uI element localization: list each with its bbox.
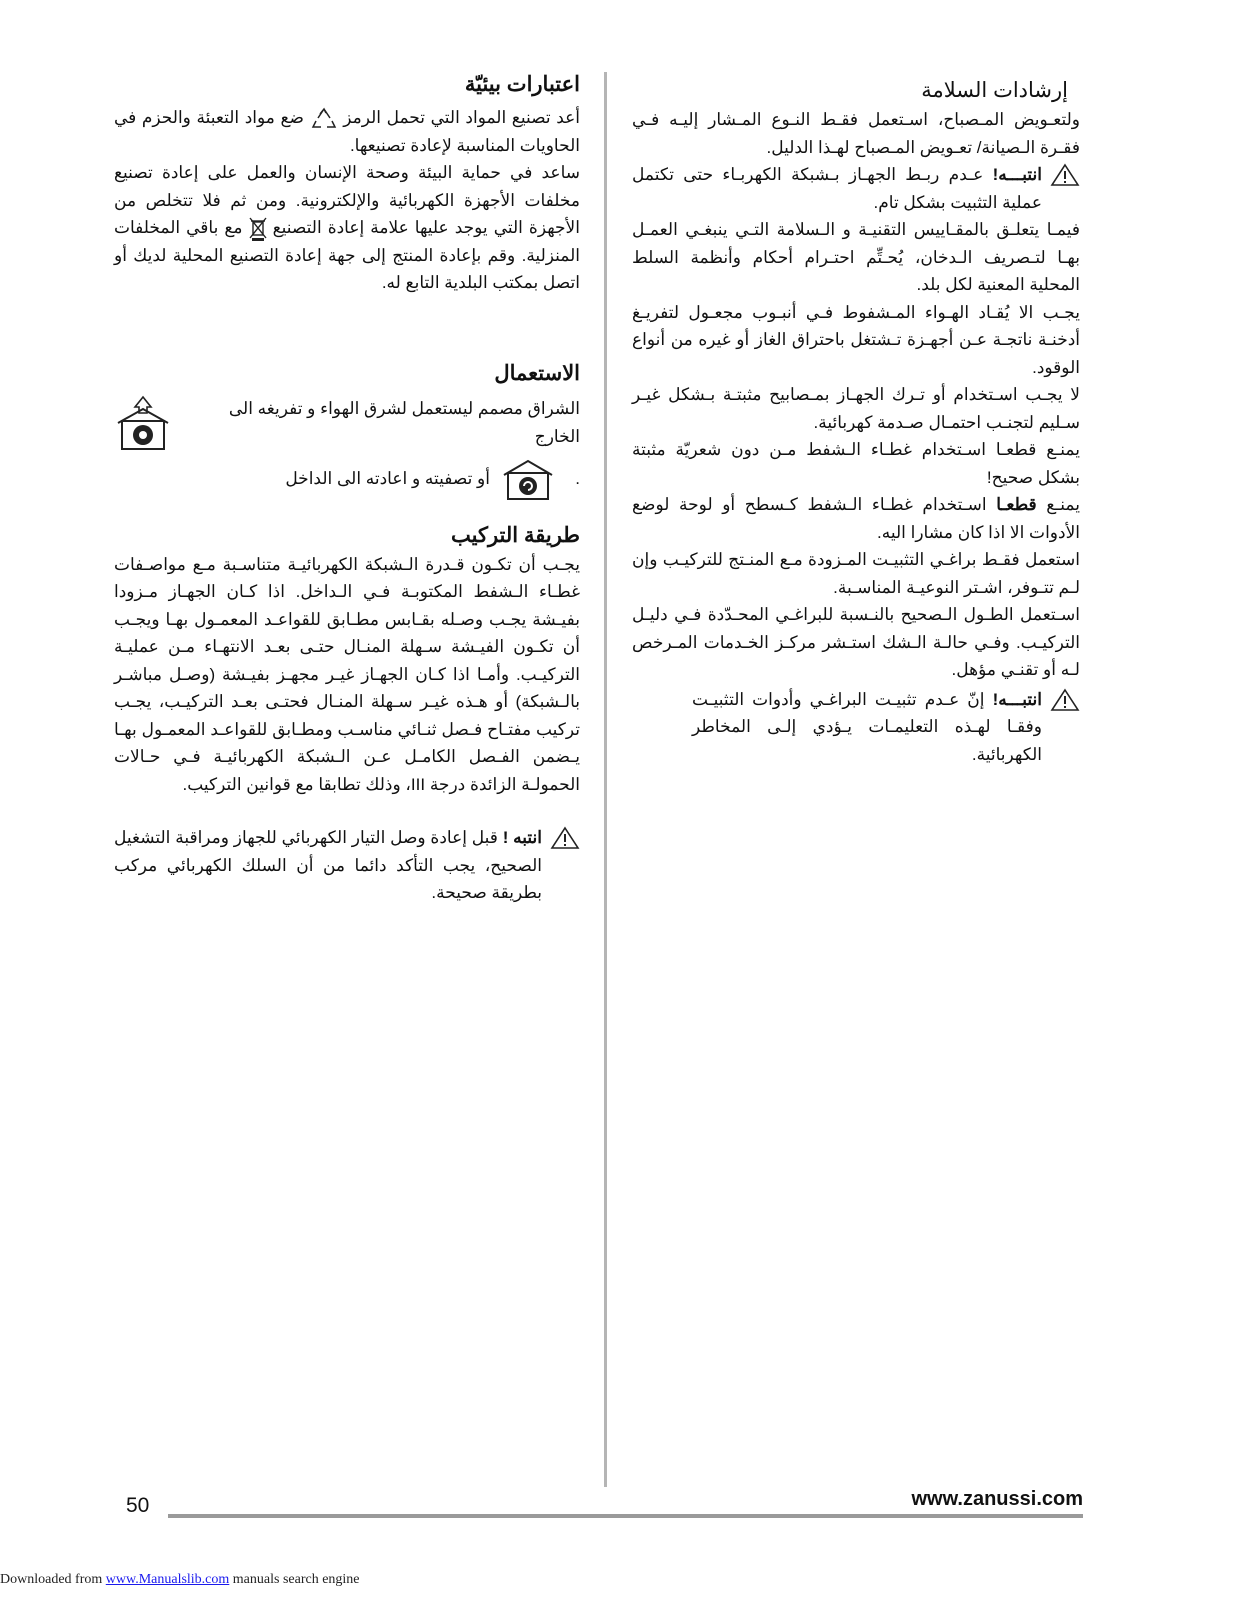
- column-divider: [604, 72, 607, 1487]
- text-bold: قطعـا: [996, 495, 1037, 514]
- weee-bin-icon: [249, 217, 267, 241]
- usage-line-recirculation: أو تصفيته و اعادته الى الداخل: [285, 468, 490, 488]
- installation-warning: [114, 824, 580, 907]
- safety-paragraph: يجـب الا يُقـاد الهـواء المـشفوط فـي أنبـوب مجعـول لتفريـغ أدخنـة ناتجـة عـن أجهـزة تـشتغل باحتراق الغاز أو غيره من أنواع الوقود.: [632, 302, 1080, 377]
- warning-icon: [1050, 688, 1080, 712]
- text-span: يمنـع: [1036, 495, 1080, 514]
- usage-row: [114, 395, 580, 451]
- safety-paragraph: ولتعـويض المـصباح، اسـتعمل فقـط النـوع المـشار إليـه فـي فقـرة الـصيانة/ تعـويض المـصباح لهـذا الدليل.: [632, 110, 1080, 157]
- environment-paragraph: [114, 104, 580, 159]
- recycle-icon: [310, 106, 338, 132]
- download-credit-suffix: manuals search engine: [229, 1572, 360, 1587]
- safety-paragraph: فيمـا يتعلـق بالمقـاييس التقنيـة و الـسلامة التـي ينبغـي العمـل بهـا لتـصريف الـدخان، يُحـتِّم احتـرام أحكام وأنظمة السلط المحلية المعنية لكل بلد.: [632, 220, 1080, 294]
- safety-warning: [632, 686, 1080, 769]
- safety-heading: إرشادات السلامة: [921, 79, 1068, 102]
- installation-paragraph: يجـب أن تكـون قـدرة الـشبكة الكهربائيـة متناسـبة مـع مواصـفات غطـاء الـشفط المكتوبـة فـي الـداخل. اذا كـان الجهـاز مـزودا بفيـشة يجـب وصـله بقـابس مطـابق للقواعـد المعمـول بهـا ويجـب أن تكـون الفيـشة سـهلة المنـال حتـى بعـد الانتهـاء مـن عمليـة التركيـب. وأمـا اذا كـان الجهـاز غيـر مجهـز بفيـشة (وصـل مباشـر بالـشبكة) أو هـذه غيـر سـهلة المنـال فحتـى بعـد التركيـب، يجـب تركيب مفتـاح فـصل ثنـائي مناسـب ومطـابق للقواعـد المعمـول بهـا يـضمن الفـصل الكامـل عـن الـشبكة الكهربائيـة فـي حـالات الحمولـة الزائدة درجة III، وذلك تطابقا مع قوانين التركيب.: [114, 554, 580, 794]
- usage-row: [114, 457, 580, 501]
- text-span: أعد تصنيع المواد التي تحمل الرمز: [343, 108, 580, 127]
- warning-text: [114, 824, 542, 907]
- text-span: مع باقي المخلفات المنزلية. وقم بإعادة المنتج إلى جهة إعادة التصنيع المحلية لديك أو اتصل بمكتب البلدية التابع له.: [114, 218, 580, 293]
- text-span: ساعد في حماية البيئة وصحة الإنسان والعمل على إعادة تصنيع مخلفات الأجهزة الكهربائية والإلكترونية. ومن ثم فلا تتخلص من الأجهزة التي يوجد عليها علامة إعادة التصنيع: [114, 163, 580, 238]
- left-column: [114, 70, 580, 907]
- warning-label: انتبه !: [502, 828, 542, 848]
- exhaust-mode-icon: [114, 395, 172, 451]
- warning-text: [632, 161, 1042, 216]
- environment-heading: اعتبارات بيئيّة: [464, 73, 580, 96]
- safety-column: [632, 70, 1080, 768]
- warning-label: انتبـــه!: [992, 689, 1042, 709]
- warning-label: انتبـــه!: [992, 165, 1042, 184]
- usage-line-exhaust: الشراق مصمم ليستعمل لشرق الهواء و تفريغه الى الخارج: [228, 399, 580, 446]
- warning-icon: [1050, 163, 1080, 187]
- safety-warning: [632, 161, 1080, 216]
- installation-heading: طريقة التركيب: [451, 523, 580, 547]
- warning-icon: [550, 826, 580, 850]
- safety-paragraph: يمنـع قطعـا اسـتخدام غطـاء الـشفط مـن دون شعريّة مثبتة بشكل صحيح!: [632, 440, 1080, 487]
- page-number: 50: [126, 1494, 150, 1517]
- environment-paragraph: [114, 159, 580, 297]
- safety-paragraph: لا يجـب اسـتخدام أو تـرك الجهـاز بمـصابيح مثبتـة بـشكل غيـر سـليم لتجنـب احتمـال صـدمة كهربائية.: [632, 385, 1080, 432]
- download-credit: [0, 1572, 360, 1588]
- usage-heading: الاستعمال: [494, 361, 580, 385]
- warning-body: قبل إعادة وصل التيار الكهربائي للجهاز ومراقبة التشغيل الصحيح، يجب التأكد دائما من أن السلك الكهربائي مركب بطريقة صحيحة.: [114, 828, 542, 903]
- safety-paragraph: [632, 491, 1080, 546]
- warning-text: [632, 686, 1042, 769]
- safety-paragraph: اسـتعمل الطـول الـصحيح بالنـسبة للبراغـي المحـدّدة فـي دليـل التركيـب. وفـي حالـة الـشك استـشر مركـز الخـدمات المـرخص لـه أو تقنـي مؤهل.: [632, 605, 1080, 679]
- text-span: ضع مواد التعبئة والحزم في الحاويات المناسبة لإعادة تصنيعها.: [114, 108, 580, 155]
- warning-body: إنّ عـدم تثبيـت البراغـي وأدوات التثبيـت وفقـا لهـذه التعليمـات يـؤدي إلـى المخاطر الكهربائية.: [692, 689, 1042, 764]
- text-span: اسـتخدام غطـاء الـشفط كـسطح أو لوحة لوضع الأدوات الا اذا كان مشارا اليه.: [632, 495, 1080, 542]
- brand-website: www.zanussi.com: [911, 1488, 1083, 1510]
- usage-dot: .: [575, 468, 580, 488]
- warning-body: عـدم ربـط الجهـاز بـشبكة الكهربـاء حتى تكتمل عملية التثبيت بشكل تام.: [632, 165, 1042, 212]
- safety-paragraph: استعمل فقـط براغـي التثبيـت المـزودة مـع المنـتج للتركيـب وإن لـم تتـوفر، اشـتر النوعيـة المناسـبة.: [632, 550, 1080, 597]
- footer-rule: [168, 1514, 1083, 1518]
- download-credit-prefix: Downloaded from: [0, 1572, 106, 1587]
- manualslib-link[interactable]: www.Manualslib.com: [105, 1572, 230, 1587]
- recirculation-mode-icon: [500, 457, 556, 501]
